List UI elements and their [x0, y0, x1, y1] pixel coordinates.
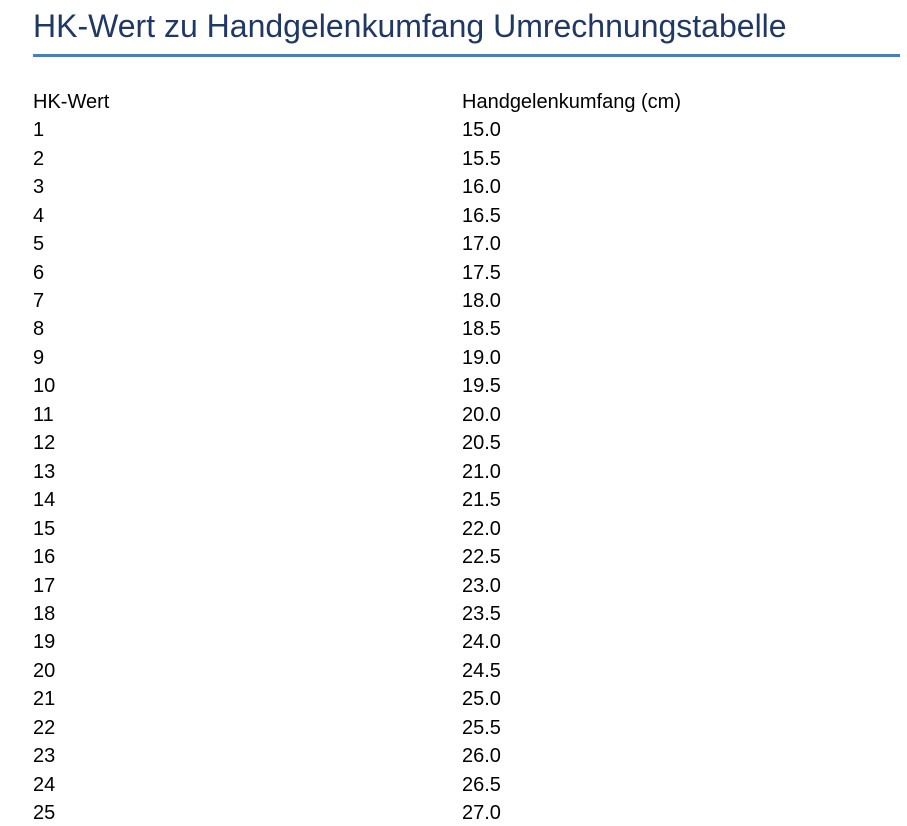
handgelenkumfang-cell: 22.0 — [462, 517, 501, 540]
hk-wert-cell: 16 — [33, 546, 56, 569]
handgelenkumfang-cell: 18.5 — [462, 318, 501, 341]
handgelenkumfang-cell: 24.0 — [462, 631, 501, 654]
table-row — [33, 543, 900, 571]
handgelenkumfang-cell: 26.5 — [462, 773, 501, 796]
table-header-row — [33, 88, 900, 116]
table-row — [33, 685, 900, 713]
table-row — [33, 486, 900, 514]
handgelenkumfang-cell: 26.0 — [462, 745, 501, 768]
table-row — [33, 714, 900, 742]
handgelenkumfang-cell: 25.0 — [462, 688, 501, 711]
hk-wert-cell: 15 — [33, 517, 56, 540]
table-row — [33, 230, 900, 258]
handgelenkumfang-cell: 21.5 — [462, 489, 501, 512]
table-row — [33, 628, 900, 656]
table-row — [33, 771, 900, 799]
hk-wert-cell: 21 — [33, 688, 56, 711]
table-row — [33, 799, 900, 826]
hk-wert-cell: 23 — [33, 745, 56, 768]
table-row — [33, 173, 900, 201]
hk-wert-cell: 9 — [33, 346, 45, 369]
handgelenkumfang-cell: 15.0 — [462, 119, 501, 142]
table-row — [33, 287, 900, 315]
hk-wert-cell: 4 — [33, 204, 45, 227]
handgelenkumfang-cell: 15.5 — [462, 147, 501, 170]
handgelenkumfang-cell: 23.0 — [462, 574, 501, 597]
hk-wert-cell: 3 — [33, 176, 45, 199]
hk-wert-cell: 6 — [33, 261, 45, 284]
table-row — [33, 259, 900, 287]
handgelenkumfang-cell: 24.5 — [462, 659, 501, 682]
hk-wert-cell: 10 — [33, 375, 56, 398]
table-row — [33, 742, 900, 770]
handgelenkumfang-cell: 20.0 — [462, 403, 501, 426]
handgelenkumfang-cell: 17.0 — [462, 233, 501, 256]
page-title: HK-Wert zu Handgelenkumfang Umrechnungstabelle — [33, 8, 900, 57]
handgelenkumfang-cell: 27.0 — [462, 802, 501, 825]
handgelenkumfang-cell: 22.5 — [462, 546, 501, 569]
hk-wert-cell: 22 — [33, 716, 56, 739]
handgelenkumfang-cell: 20.5 — [462, 432, 501, 455]
table-row — [33, 657, 900, 685]
handgelenkumfang-cell: 18.0 — [462, 289, 501, 312]
hk-wert-cell: 5 — [33, 233, 45, 256]
table-row — [33, 572, 900, 600]
handgelenkumfang-cell: 21.0 — [462, 460, 501, 483]
hk-wert-cell: 19 — [33, 631, 56, 654]
hk-wert-cell: 20 — [33, 659, 56, 682]
table-row — [33, 145, 900, 173]
handgelenkumfang-cell: 23.5 — [462, 602, 501, 625]
hk-wert-cell: 12 — [33, 432, 56, 455]
table-row — [33, 458, 900, 486]
table-row — [33, 344, 900, 372]
table-row — [33, 429, 900, 457]
table-row — [33, 372, 900, 400]
hk-wert-cell: 14 — [33, 489, 56, 512]
handgelenkumfang-cell: 16.5 — [462, 204, 501, 227]
handgelenkumfang-cell: 19.0 — [462, 346, 501, 369]
conversion-table — [33, 88, 900, 826]
handgelenkumfang-cell: 25.5 — [462, 716, 501, 739]
handgelenkumfang-cell: 17.5 — [462, 261, 501, 284]
table-row — [33, 116, 900, 144]
table-row — [33, 202, 900, 230]
hk-wert-cell: 7 — [33, 289, 45, 312]
handgelenkumfang-cell: 16.0 — [462, 176, 501, 199]
hk-wert-cell: 25 — [33, 802, 56, 825]
hk-wert-cell: 8 — [33, 318, 45, 341]
table-body — [33, 116, 900, 826]
hk-wert-cell: 13 — [33, 460, 56, 483]
handgelenkumfang-cell: 19.5 — [462, 375, 501, 398]
table-row — [33, 600, 900, 628]
table-row — [33, 515, 900, 543]
column-header-hk-wert: HK-Wert — [33, 90, 110, 113]
hk-wert-cell: 24 — [33, 773, 56, 796]
hk-wert-cell: 11 — [33, 403, 54, 426]
table-row — [33, 315, 900, 343]
table-row — [33, 401, 900, 429]
hk-wert-cell: 1 — [33, 119, 45, 142]
column-header-handgelenkumfang: Handgelenkumfang (cm) — [462, 90, 681, 113]
hk-wert-cell: 17 — [33, 574, 56, 597]
hk-wert-cell: 18 — [33, 602, 56, 625]
hk-wert-cell: 2 — [33, 147, 45, 170]
